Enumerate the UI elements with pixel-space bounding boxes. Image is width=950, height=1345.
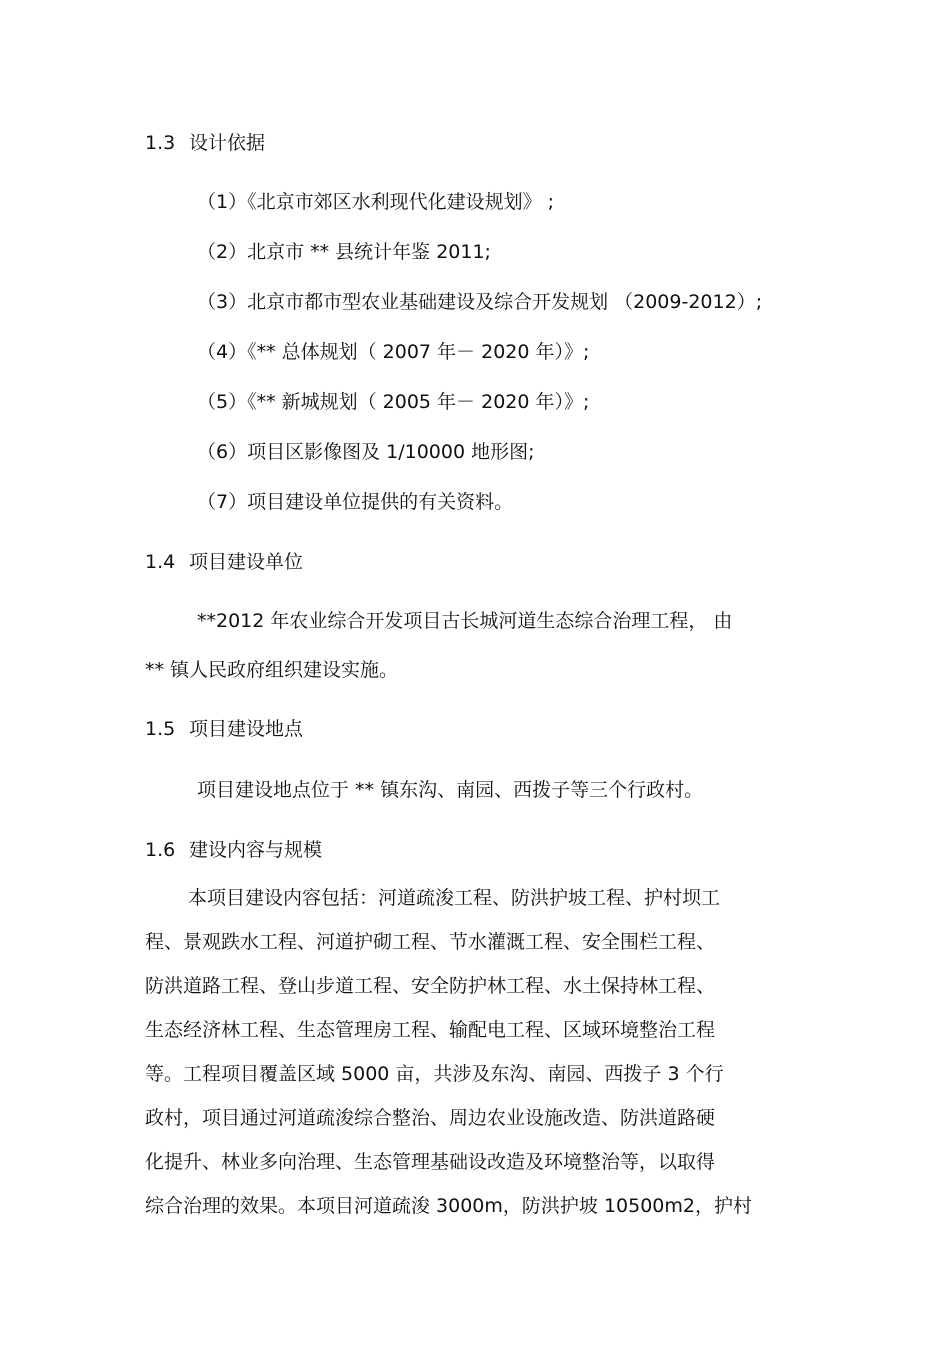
section-heading-1-5 [145,716,303,742]
content-paragraph-line-3: 防洪道路工程、登山步道工程、安全防护林工程、水土保持林工程、 [145,975,716,997]
section-title: 项目建设地点 [189,718,304,740]
basis-item-1: （1）《北京市郊区水利现代化建设规划》 ; [197,191,555,213]
section-number: 1.5 [145,718,176,740]
content-paragraph-line-4: 生态经济林工程、生态管理房工程、输配电工程、区域环境整治工程 [145,1019,716,1041]
section-heading-1-4 [145,549,303,575]
section-title: 项目建设单位 [189,551,304,573]
basis-item-2: （2）北京市 ** 县统计年鉴 2011; [197,241,491,263]
content-paragraph-line-7: 化提升、林业多向治理、生态管理基础设改造及环境整治等，以取得 [145,1151,716,1173]
section-title: 设计依据 [189,132,266,154]
content-paragraph-line-8: 综合治理的效果。本项目河道疏浚 3000m，防洪护坡 10500m2，护村 [145,1195,752,1217]
section-heading-1-6 [145,837,322,863]
content-paragraph-line-2: 程、景观跌水工程、河道护砌工程、节水灌溉工程、安全围栏工程、 [145,931,716,953]
section-title: 建设内容与规模 [189,839,323,861]
basis-item-7: （7）项目建设单位提供的有关资料。 [197,491,514,513]
content-paragraph-line-6: 政村，项目通过河道疏浚综合整治、周边农业设施改造、防洪道路硬 [145,1107,716,1129]
content-paragraph-line-5: 等。工程项目覆盖区域 5000 亩，共涉及东沟、南园、西拨子 3 个行 [145,1063,724,1085]
content-paragraph-line-1: 本项目建设内容包括：河道疏浚工程、防洪护坡工程、护村坝工 [188,887,721,909]
location-paragraph: 项目建设地点位于 ** 镇东沟、南园、西拨子等三个行政村。 [197,779,704,801]
unit-paragraph-line-2: ** 镇人民政府组织建设实施。 [145,659,399,681]
unit-paragraph-line-1: **2012 年农业综合开发项目古长城河道生态综合治理工程， 由 [197,610,733,632]
section-number: 1.6 [145,839,176,861]
basis-item-6: （6）项目区影像图及 1/10000 地形图; [197,441,535,463]
section-heading-1-3 [145,130,265,156]
basis-item-5: （5）《** 新城规划（ 2005 年－ 2020 年）》; [197,391,590,413]
basis-item-3: （3）北京市都市型农业基础建设及综合开发规划 （2009-2012）; [197,291,763,313]
section-number: 1.4 [145,551,176,573]
section-number: 1.3 [145,132,176,154]
basis-item-4: （4）《** 总体规划（ 2007 年－ 2020 年）》; [197,341,590,363]
